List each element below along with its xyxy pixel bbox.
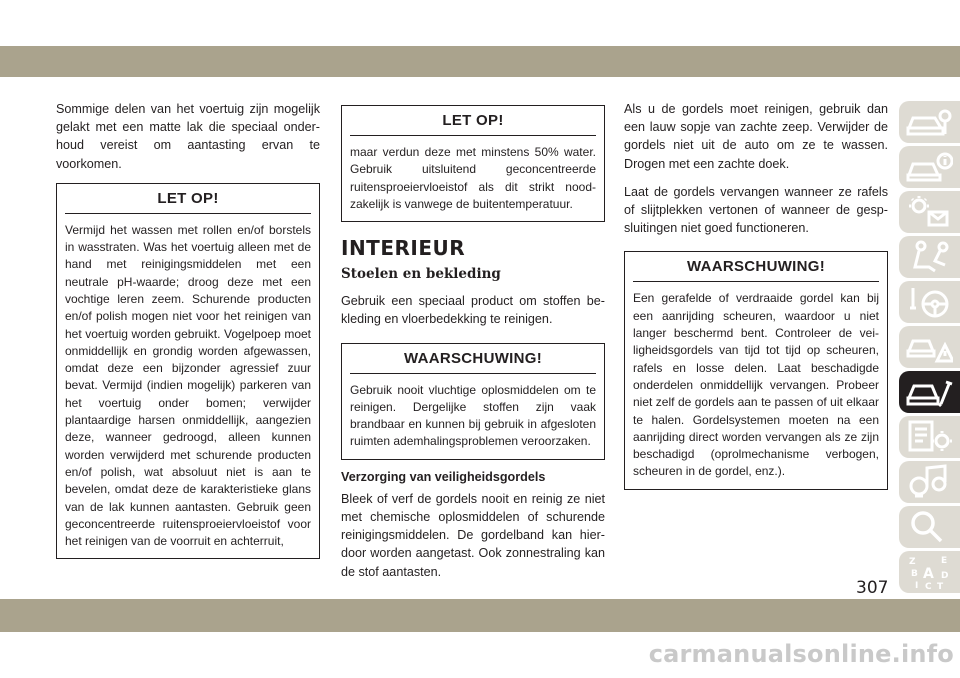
column-2 [341,100,605,591]
tab-car-key[interactable] [899,101,960,143]
warning-triangle-icon [905,329,953,365]
caution-box-2 [341,105,605,222]
caution-title: LET OP! [65,184,311,214]
page-number: 307 [856,578,889,598]
alphabet-letter: Z [909,557,916,567]
belts-cleaning-paragraph: Als u de gordels moet reinigen, gebruik dan een lauw sopje van zachte zeep. Verwijder de gordels niet uit de auto om ze te wassen. Drogen met een zachte doek. [624,102,888,171]
tab-seat-airbag[interactable] [899,236,960,278]
intro-paragraph: Sommige delen van het voertuig zijn mogelijk gelakt met een matte lak die speciaal onderhoud vereist om aantasting ervan te voorkomen. [56,102,320,171]
subsection-heading: Stoelen en bekleding [341,266,501,283]
tab-specifications[interactable] [899,416,960,458]
tab-index-search[interactable] [899,506,960,548]
seats-paragraph: Gebruik een speciaal product om stoffen bekleding en vloerbedekking te reinigen. [341,294,605,327]
tab-steering-wheel[interactable] [899,281,960,323]
alphabet-letter: E [941,556,948,566]
warning-text: Een gerafelde of verdraaide gordel kan bij een aanrijding scheuren, waardoor u niet langer beschermd bent. Controleer de veiligheidsgordels van tijd tot tijd op scheuren, rafels en losse delen. Laat beschadigde onderdelen onmiddellijk vervangen. Probeer niet zelf de gordels aan te passen of uit elkaar te halen. Gordelsystemen moeten na een aanrijding direct worden vervangen als ze zijn beschadigd (oprolmechanisme verbogen, scheuren in de gordel, enz.). [633,291,879,479]
tab-car-service[interactable] [899,371,960,413]
warning-title: WAARSCHUWING! [350,344,596,374]
alphabet-index-icon [905,554,953,590]
caution-text: Vermijd het wassen met rollen en/of borstels in wasstraten. Was het voertuig alleen met de hand met reinigingsmiddelen met een neutrale pH-waarde; droog deze met een vochtige leren zeem. Schurende producten en/of polish mogen niet voor het reinigen van het voertuig worden gebruikt. Vogelpoep moet onmiddellijk en grondig worden afgewassen, omdat deze een bijzonder agressief zuur bevat. Vermijd (indien mogelijk) parkeren van het voertuig onder bomen; verwijder plantaardige harsen onmiddellijk, aangezien deze, wanneer gedroogd, alleen kunnen worden verwijderd met schurende producten en/of polish, wat absoluut niet is aan te bevelen, omdat deze de karakteristieke glans van de lak kunnen aantasten. Gebruik geen geconcentreerde ruitensproeiervloeistof voor het reinigen van de voorruit en achterruit, [65,222,311,549]
tab-multimedia[interactable] [899,461,960,503]
tab-warning-triangle[interactable] [899,326,960,368]
alphabet-letter: B [911,569,918,579]
dashboard-lights-icon [905,194,953,230]
watermark: carmanualsonline.info [648,640,954,668]
caution-title: LET OP! [350,106,596,136]
belts-heading: Verzorging van veiligheidsgordels [341,469,546,484]
top-band [0,46,960,77]
alphabet-letter: A [923,566,934,582]
section-heading: INTERIEUR [341,236,466,261]
caution-box-1 [56,183,320,560]
chapter-tabs [899,101,960,596]
tab-car-info[interactable] [899,146,960,188]
alphabet-letter: I [915,581,919,590]
tab-dashboard-lights[interactable] [899,191,960,233]
warning-title: WAARSCHUWING! [633,252,879,282]
caution-text: maar verdun deze met minstens 50% water. Gebruik uitsluitend geconcentreerde ruitensproeiervloeistof als dit strikt noodzakelijk is vanwege de buitentemperatuur. [350,145,596,211]
car-key-icon [905,104,953,140]
bottom-band [0,599,960,632]
steering-wheel-icon [905,284,953,320]
alphabet-letter: C [925,582,932,590]
alphabet-letter: T [937,582,944,590]
column-1 [56,100,320,569]
tab-alphabet-index[interactable] [899,551,960,593]
alphabet-letter: D [941,571,949,581]
warning-box-2 [624,251,888,489]
seat-airbag-icon [905,239,953,275]
warning-text: Gebruik nooit vluchtige oplosmiddelen om te reinigen. Dergelijke stoffen zijn vaak brandbaar en kunnen bij gebruik in afgesloten ruimten ademhalingsproblemen veroorzaken. [350,382,596,449]
specifications-icon [905,419,953,455]
belts-paragraph: Bleek of verf de gordels nooit en reinig ze niet met chemische oplosmiddelen of schurende reinigingsmiddelen. De gordelband kan hierdoor worden aangetast. Ook zonnestraling kan de stof aantasten. [341,491,605,579]
belts-replace-paragraph: Laat de gordels vervangen wanneer ze rafels of slijtplekken vertonen of wanneer de gespsluitingen niet goed functioneren. [624,184,888,236]
car-service-icon [905,374,953,410]
warning-box-1 [341,343,605,460]
multimedia-icon [905,464,953,500]
car-info-icon [905,149,953,185]
column-3 [624,100,888,500]
index-search-icon [905,509,953,545]
